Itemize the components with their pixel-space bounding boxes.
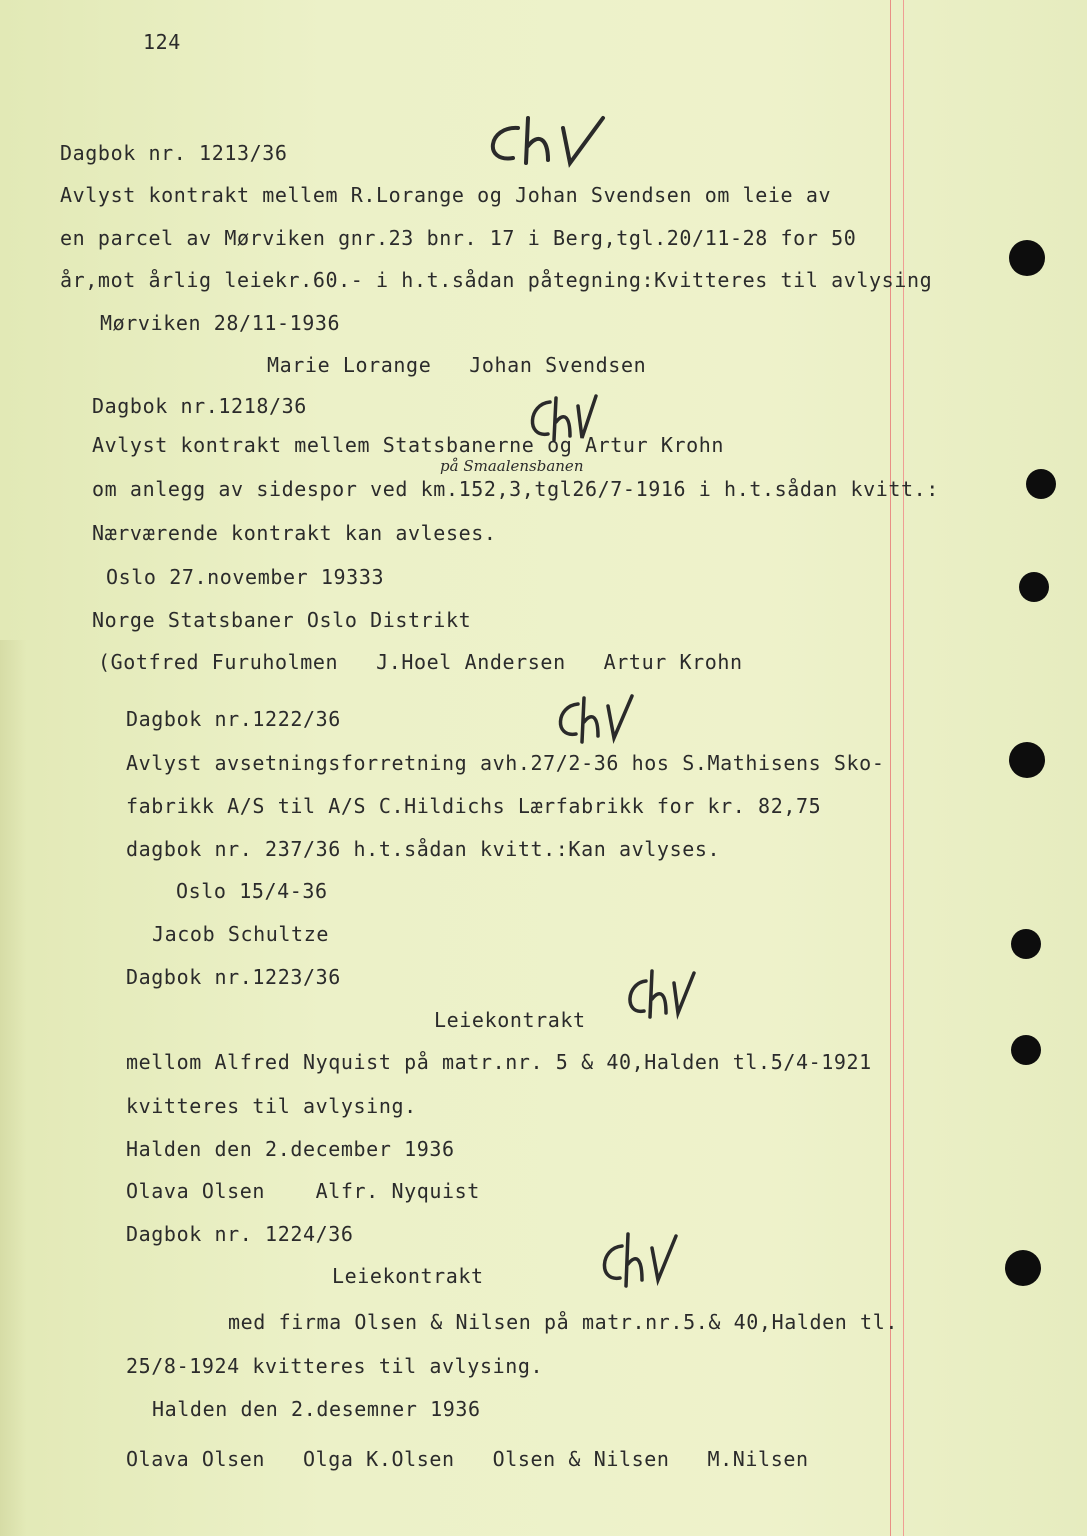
entry-text: om anlegg av sidespor ved km.152,3,tgl26/7-1916 i h.t.sådan kvitt.: [92, 477, 939, 501]
entry-text: mellom Alfred Nyquist på matr.nr. 5 & 40,Halden tl.5/4-1921 [126, 1050, 872, 1074]
entry-signatures: Norge Statsbaner Oslo Distrikt [92, 608, 472, 632]
handwritten-insertion: på Smaalensbanen [440, 457, 584, 475]
entry-signatures: Jacob Schultze [152, 922, 329, 946]
punch-hole [1005, 1250, 1041, 1286]
entry-signatures: Olava Olsen Olga K.Olsen Olsen & Nilsen M.Nilsen [126, 1447, 809, 1471]
entry-text: med firma Olsen & Nilsen på matr.nr.5.& 40,Halden tl. [228, 1310, 898, 1334]
entry-place-date: Halden den 2.desemner 1936 [152, 1397, 481, 1421]
entry-heading: Dagbok nr.1222/36 [126, 707, 341, 731]
entry-place-date: Oslo 15/4-36 [176, 879, 328, 903]
margin-rule [890, 0, 891, 1536]
entry-place-date: Mørviken 28/11-1936 [100, 311, 341, 335]
entry-text: Avlyst kontrakt mellem R.Lorange og Johan Svendsen om leie av [60, 183, 832, 207]
punch-hole [1011, 929, 1041, 959]
entry-heading: Dagbok nr. 1213/36 [60, 141, 288, 165]
entry-heading: Dagbok nr.1223/36 [126, 965, 341, 989]
handwritten-initials-mark [548, 690, 638, 750]
punch-hole [1026, 469, 1056, 499]
entry-text: dagbok nr. 237/36 h.t.sådan kvitt.:Kan avlyses. [126, 837, 721, 861]
handwritten-initials-mark [520, 390, 600, 450]
punch-hole [1009, 240, 1045, 276]
entry-heading: Dagbok nr. 1224/36 [126, 1222, 354, 1246]
entry-text: 25/8-1924 kvitteres til avlysing. [126, 1354, 544, 1378]
entry-text: en parcel av Mørviken gnr.23 bnr. 17 i Berg,tgl.20/11-28 for 50 [60, 226, 857, 250]
page-edge-shadow [0, 640, 26, 1536]
entry-heading: Dagbok nr.1218/36 [92, 394, 307, 418]
entry-text: Avlyst kontrakt mellem Statsbanerne og Artur Krohn [92, 433, 725, 457]
handwritten-initials-mark [478, 108, 618, 178]
entry-subheading: Leiekontrakt [332, 1264, 484, 1288]
punch-hole [1019, 572, 1049, 602]
entry-text: år,mot årlig leiekr.60.- i h.t.sådan påtegning:Kvitteres til avlysing [60, 268, 933, 292]
page-number: 124 [143, 30, 181, 54]
entry-text: Avlyst avsetningsforretning avh.27/2-36 hos S.Mathisens Sko- [126, 751, 885, 775]
entry-text: kvitteres til avlysing. [126, 1094, 417, 1118]
punch-hole [1011, 1035, 1041, 1065]
entry-text: fabrikk A/S til A/S C.Hildichs Lærfabrikk for kr. 82,75 [126, 794, 822, 818]
entry-subheading: Leiekontrakt [434, 1008, 586, 1032]
entry-text: Nærværende kontrakt kan avleses. [92, 521, 497, 545]
margin-rule-secondary [903, 0, 904, 1536]
entry-signatures: (Gotfred Furuholmen J.Hoel Andersen Artur Krohn [98, 650, 743, 674]
entry-place-date: Halden den 2.december 1936 [126, 1137, 455, 1161]
entry-place-date: Oslo 27.november 19333 [106, 565, 385, 589]
handwritten-initials-mark [592, 1228, 682, 1292]
punch-hole [1009, 742, 1045, 778]
handwritten-initials-mark [618, 965, 698, 1025]
entry-signatures: Marie Lorange Johan Svendsen [267, 353, 647, 377]
entry-signatures: Olava Olsen Alfr. Nyquist [126, 1179, 480, 1203]
